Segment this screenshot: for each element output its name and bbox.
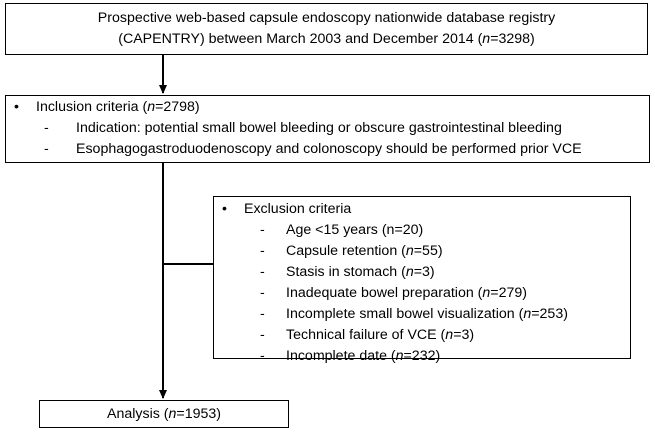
exclusion-item-label: Technical failure of VCE ( bbox=[286, 327, 446, 343]
inclusion-title-pre: Inclusion criteria ( bbox=[36, 99, 148, 115]
exclusion-item-label: Inadequate bowel preparation ( bbox=[286, 285, 483, 301]
inclusion-item-text: Indication: potential small bowel bleeding or obscure gastrointestinal bleeding bbox=[76, 120, 562, 136]
exclusion-title-text: Exclusion criteria bbox=[244, 201, 352, 217]
registry-line-2 bbox=[6, 29, 647, 50]
exclusion-item bbox=[222, 262, 630, 283]
inclusion-n-value: =2798) bbox=[155, 99, 200, 115]
exclusion-item-text bbox=[286, 283, 527, 304]
exclusion-item-text bbox=[286, 241, 443, 262]
exclusion-item-label: Incomplete date ( bbox=[286, 348, 396, 364]
exclusion-box bbox=[213, 196, 631, 364]
dash-marker: - bbox=[260, 348, 265, 364]
exclusion-n-label: n bbox=[395, 348, 404, 364]
exclusion-item-label: Stasis in stomach ( bbox=[286, 264, 406, 280]
exclusion-title bbox=[222, 199, 630, 220]
dash-marker: - bbox=[44, 120, 49, 136]
dash-marker: - bbox=[260, 306, 265, 322]
inclusion-item-text: Esophagogastroduodenoscopy and colonoscopy should be performed prior VCE bbox=[76, 141, 582, 157]
analysis-text: Analysis ( bbox=[107, 406, 169, 422]
exclusion-item bbox=[222, 220, 630, 241]
exclusion-item bbox=[222, 304, 630, 325]
exclusion-n-label: n bbox=[482, 285, 491, 301]
registry-box bbox=[5, 3, 648, 55]
analysis-box bbox=[39, 400, 289, 428]
inclusion-item bbox=[14, 139, 649, 160]
exclusion-item-text bbox=[286, 220, 423, 241]
inclusion-item bbox=[14, 118, 649, 139]
registry-line-2-text: (CAPENTRY) between March 2003 and December 2014 ( bbox=[118, 31, 483, 47]
dash-marker: - bbox=[44, 141, 49, 157]
exclusion-item-label: Age <15 years (n=20) bbox=[286, 222, 424, 238]
registry-line-1: Prospective web-based capsule endoscopy nationwide database registry bbox=[97, 10, 556, 26]
registry-n-value: =3298) bbox=[490, 31, 535, 47]
registry-n-label: n bbox=[482, 31, 491, 47]
analysis-n-label: n bbox=[168, 406, 177, 422]
exclusion-n-label: n bbox=[405, 264, 414, 280]
exclusion-n-value: =232) bbox=[403, 348, 441, 364]
dash-marker: - bbox=[260, 285, 265, 301]
inclusion-bullet: • bbox=[14, 99, 19, 115]
exclusion-item-text bbox=[286, 262, 435, 283]
exclusion-item-label: Capsule retention ( bbox=[286, 243, 406, 259]
exclusion-n-value: =253) bbox=[531, 306, 568, 322]
dash-marker: - bbox=[260, 264, 265, 280]
exclusion-item-text bbox=[286, 346, 440, 367]
inclusion-n-label: n bbox=[147, 99, 156, 115]
exclusion-n-value: =279) bbox=[490, 285, 527, 301]
dash-marker: - bbox=[260, 222, 265, 238]
exclusion-n-label: n bbox=[445, 327, 454, 343]
exclusion-item bbox=[222, 346, 630, 367]
exclusion-bullet: • bbox=[222, 201, 227, 217]
exclusion-n-value: =3) bbox=[413, 264, 435, 280]
exclusion-item bbox=[222, 283, 630, 304]
exclusion-n-label: n bbox=[405, 243, 414, 259]
exclusion-item bbox=[222, 325, 630, 346]
exclusion-item-text bbox=[286, 325, 474, 346]
inclusion-title-text bbox=[36, 97, 200, 118]
exclusion-item-label: Incomplete small bowel visualization ( bbox=[286, 306, 524, 322]
exclusion-item-text bbox=[286, 304, 568, 325]
exclusion-n-value: =3) bbox=[453, 327, 475, 343]
inclusion-box bbox=[5, 95, 650, 163]
exclusion-n-label: n bbox=[523, 306, 532, 322]
exclusion-list bbox=[222, 220, 630, 367]
dash-marker: - bbox=[260, 327, 265, 343]
exclusion-item bbox=[222, 241, 630, 262]
inclusion-title bbox=[14, 96, 649, 118]
analysis-n-value: =1953) bbox=[176, 406, 221, 422]
dash-marker: - bbox=[260, 243, 265, 259]
analysis-label bbox=[40, 404, 288, 425]
exclusion-n-value: =55) bbox=[413, 243, 443, 259]
